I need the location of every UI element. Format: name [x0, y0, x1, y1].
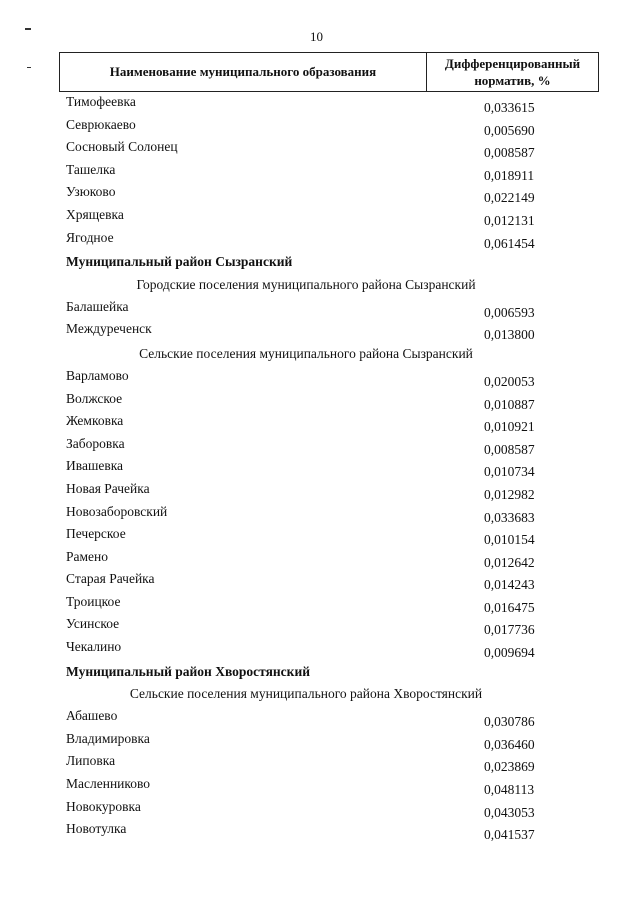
norm-value: 0,010921 [484, 419, 535, 435]
column-header-name: Наименование муниципального образования [60, 53, 427, 91]
norm-value: 0,013800 [484, 327, 535, 343]
column-header-norm-line2: норматив, % [474, 73, 551, 88]
municipality-name: Сосновый Солонец [66, 139, 178, 155]
table-header [59, 52, 599, 92]
table-row [66, 162, 586, 185]
table-row [66, 708, 586, 731]
norm-value: 0,010154 [484, 532, 535, 548]
norm-value: 0,041537 [484, 827, 535, 843]
table-row [66, 94, 586, 117]
municipality-name: Волжское [66, 390, 123, 406]
norm-value: 0,006593 [484, 304, 535, 320]
table-row [66, 639, 586, 662]
table-row [66, 207, 586, 230]
table-row [66, 139, 586, 162]
norm-value: 0,022149 [484, 190, 535, 206]
district-name: Муниципальный район Сызранский [66, 254, 293, 270]
subgroup-name: Сельские поселения муниципального района Хворостянский [129, 686, 483, 702]
norm-value: 0,008587 [484, 441, 535, 457]
table-row [66, 571, 586, 594]
norm-value: 0,018911 [484, 167, 535, 183]
subgroup-name: Городские поселения муниципального района Сызранский [136, 276, 476, 292]
subgroup-heading [66, 684, 586, 708]
norm-value: 0,020053 [484, 373, 535, 389]
municipality-name: Чекалино [66, 639, 122, 655]
district-name: Муниципальный район Хворостянский [66, 663, 311, 679]
table-row [66, 504, 586, 527]
municipality-name: Жемковка [66, 413, 124, 429]
table-row [66, 753, 586, 776]
municipality-name: Масленниково [66, 776, 151, 792]
municipality-name: Междуреченск [66, 321, 152, 337]
table-row [66, 299, 586, 322]
municipality-name: Владимировка [66, 730, 150, 746]
norm-value: 0,030786 [484, 714, 535, 730]
municipality-name: Балашейка [66, 298, 129, 314]
table-row [66, 413, 586, 436]
norm-value: 0,016475 [484, 599, 535, 615]
municipality-name: Ивашевка [66, 458, 124, 474]
norm-value: 0,009694 [484, 645, 535, 661]
municipality-name: Печерское [66, 526, 126, 542]
subgroup-heading [66, 344, 586, 368]
norm-value: 0,014243 [484, 577, 535, 593]
norm-value: 0,036460 [484, 736, 535, 752]
table-row [66, 526, 586, 549]
column-header-norm [427, 53, 598, 91]
column-header-norm-line1: Дифференцированный [444, 56, 581, 71]
table-row [66, 799, 586, 822]
norm-value: 0,033683 [484, 509, 535, 525]
table-row [66, 549, 586, 572]
municipality-name: Усинское [66, 616, 120, 632]
norm-value: 0,043053 [484, 804, 535, 820]
norm-value: 0,012131 [484, 212, 535, 228]
municipality-name: Новозаборовский [66, 503, 168, 519]
table-row [66, 731, 586, 754]
norm-value: 0,008587 [484, 145, 535, 161]
municipality-name: Абашево [66, 708, 118, 724]
municipality-name: Новокуровка [66, 798, 141, 814]
table-row [66, 821, 586, 844]
norm-value: 0,010887 [484, 396, 535, 412]
norm-value: 0,012642 [484, 554, 535, 570]
municipality-name: Ташелка [66, 161, 116, 177]
page-number: 10 [310, 29, 323, 44]
norm-value: 0,017736 [484, 622, 535, 638]
table-row [66, 230, 586, 253]
table-row [66, 117, 586, 140]
table-row [66, 458, 586, 481]
norm-value: 0,023869 [484, 759, 535, 775]
table-body [66, 94, 586, 844]
table-row [66, 321, 586, 344]
municipality-name: Заборовка [66, 435, 125, 451]
municipality-name: Старая Рачейка [66, 571, 155, 587]
table-row [66, 184, 586, 207]
municipality-name: Новотулка [66, 821, 127, 837]
municipality-name: Рамено [66, 548, 109, 564]
norm-value: 0,033615 [484, 100, 535, 115]
table-row [66, 391, 586, 414]
norm-value: 0,010734 [484, 464, 535, 480]
municipality-name: Троицкое [66, 593, 121, 609]
municipality-name: Варламово [66, 367, 129, 383]
norm-value: 0,048113 [484, 782, 535, 798]
district-heading [66, 662, 586, 685]
table-row [66, 481, 586, 504]
district-heading [66, 252, 586, 275]
table-row [66, 436, 586, 459]
subgroup-name: Сельские поселения муниципального района Сызранский [139, 345, 473, 361]
municipality-name: Ягодное [66, 229, 114, 245]
table-row [66, 594, 586, 617]
municipality-name: Липовка [66, 753, 116, 769]
municipality-name: Узюково [66, 184, 116, 200]
norm-value: 0,061454 [484, 235, 535, 251]
table-row [66, 616, 586, 639]
table-row [66, 776, 586, 799]
table-row [66, 368, 586, 391]
municipality-name: Севрюкаево [66, 116, 136, 132]
municipality-name: Хрящевка [66, 206, 124, 222]
norm-value: 0,012982 [484, 486, 535, 502]
scan-mark [25, 28, 31, 30]
scan-mark [27, 67, 31, 68]
norm-value: 0,005690 [484, 122, 535, 138]
municipality-name: Тимофеевка [66, 94, 136, 109]
subgroup-heading [66, 275, 586, 299]
municipality-name: Новая Рачейка [66, 480, 150, 496]
